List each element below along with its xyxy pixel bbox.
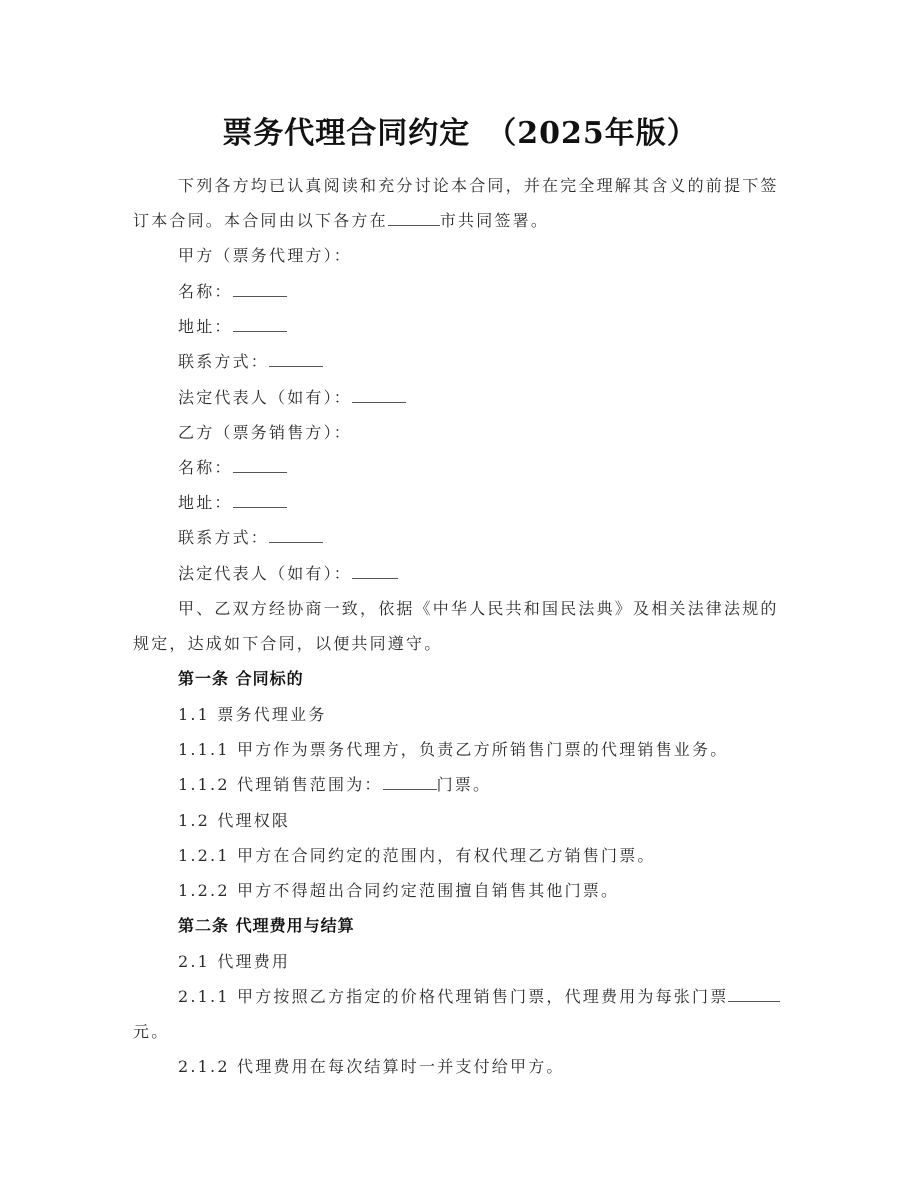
article-2-heading: 第二条 代理费用与结算 [178,916,355,935]
section-1-1-1: 1.1.1 甲方作为票务代理方，负责乙方所销售门票的代理销售业务。 [178,740,729,759]
party-b-heading: 乙方（票务销售方）： [178,423,353,442]
party-b-name [178,458,818,478]
party-a-rep [178,388,818,408]
party-b-rep-label: 法定代表人（如有）： [178,564,353,583]
document-title: 票务代理合同约定 （2025年版） [222,116,698,151]
party-a-contact-blank[interactable] [269,352,323,367]
section-2-1-2: 2.1.2 代理费用在每次结算时一并支付给甲方。 [178,1057,565,1076]
section-1-2-1: 1.2.1 甲方在合同约定的范围内，有权代理乙方销售门票。 [178,846,656,865]
intro-line-2-pre: 订本合同。本合同由以下各方在 [133,211,388,230]
party-a-rep-blank[interactable] [352,388,406,403]
section-2-1-1-tail: 元。 [133,1022,170,1041]
party-a-rep-label: 法定代表人（如有）： [178,388,353,407]
party-b-contact-label: 联系方式： [178,528,270,547]
party-b-contact-blank[interactable] [269,528,323,543]
section-2-1-1 [178,987,818,1007]
party-b-address-label: 地址： [178,493,233,512]
party-a-contact [178,352,818,372]
section-2-1-1-pre: 2.1.1 甲方按照乙方指定的价格代理销售门票，代理费用为每张门票 [178,987,729,1006]
party-a-address-blank[interactable] [233,317,287,332]
intro-line-2 [133,211,773,231]
fee-per-ticket-blank[interactable] [728,987,780,1002]
party-a-name-label: 名称： [178,282,233,301]
party-b-name-label: 名称： [178,458,233,477]
section-1-1-2-post: 门票。 [436,775,492,794]
party-a-name [178,282,818,302]
sales-scope-blank[interactable] [383,775,437,790]
party-b-address-blank[interactable] [233,493,287,508]
section-1-2: 1.2 代理权限 [178,811,291,830]
agreement-line-1: 甲、乙双方经协商一致，依据《中华人民共和国民法典》及相关法律法规的 [178,599,779,618]
section-1-1-2-pre: 1.1.2 代理销售范围为： [178,775,383,794]
agreement-line-2: 规定，达成如下合同，以便共同遵守。 [133,634,443,653]
party-b-contact [178,528,818,548]
section-1-1-2 [178,775,818,795]
party-a-contact-label: 联系方式： [178,352,270,371]
party-a-address-label: 地址： [178,317,233,336]
article-1-heading: 第一条 合同标的 [178,669,304,688]
section-2-1: 2.1 代理费用 [178,952,291,971]
party-b-rep [178,564,818,584]
party-b-address [178,493,818,513]
party-a-address [178,317,818,337]
party-b-rep-blank[interactable] [352,564,398,579]
section-1-2-2: 1.2.2 甲方不得超出合同约定范围擅自销售其他门票。 [178,881,620,900]
party-b-name-blank[interactable] [233,458,287,473]
city-blank[interactable] [388,211,440,226]
intro-line-2-post: 市共同签署。 [439,211,550,230]
intro-line-1: 下列各方均已认真阅读和充分讨论本合同，并在完全理解其含义的前提下签 [178,176,779,195]
section-1-1: 1.1 票务代理业务 [178,705,327,724]
party-a-name-blank[interactable] [233,282,287,297]
party-a-heading: 甲方（票务代理方）： [178,246,353,265]
